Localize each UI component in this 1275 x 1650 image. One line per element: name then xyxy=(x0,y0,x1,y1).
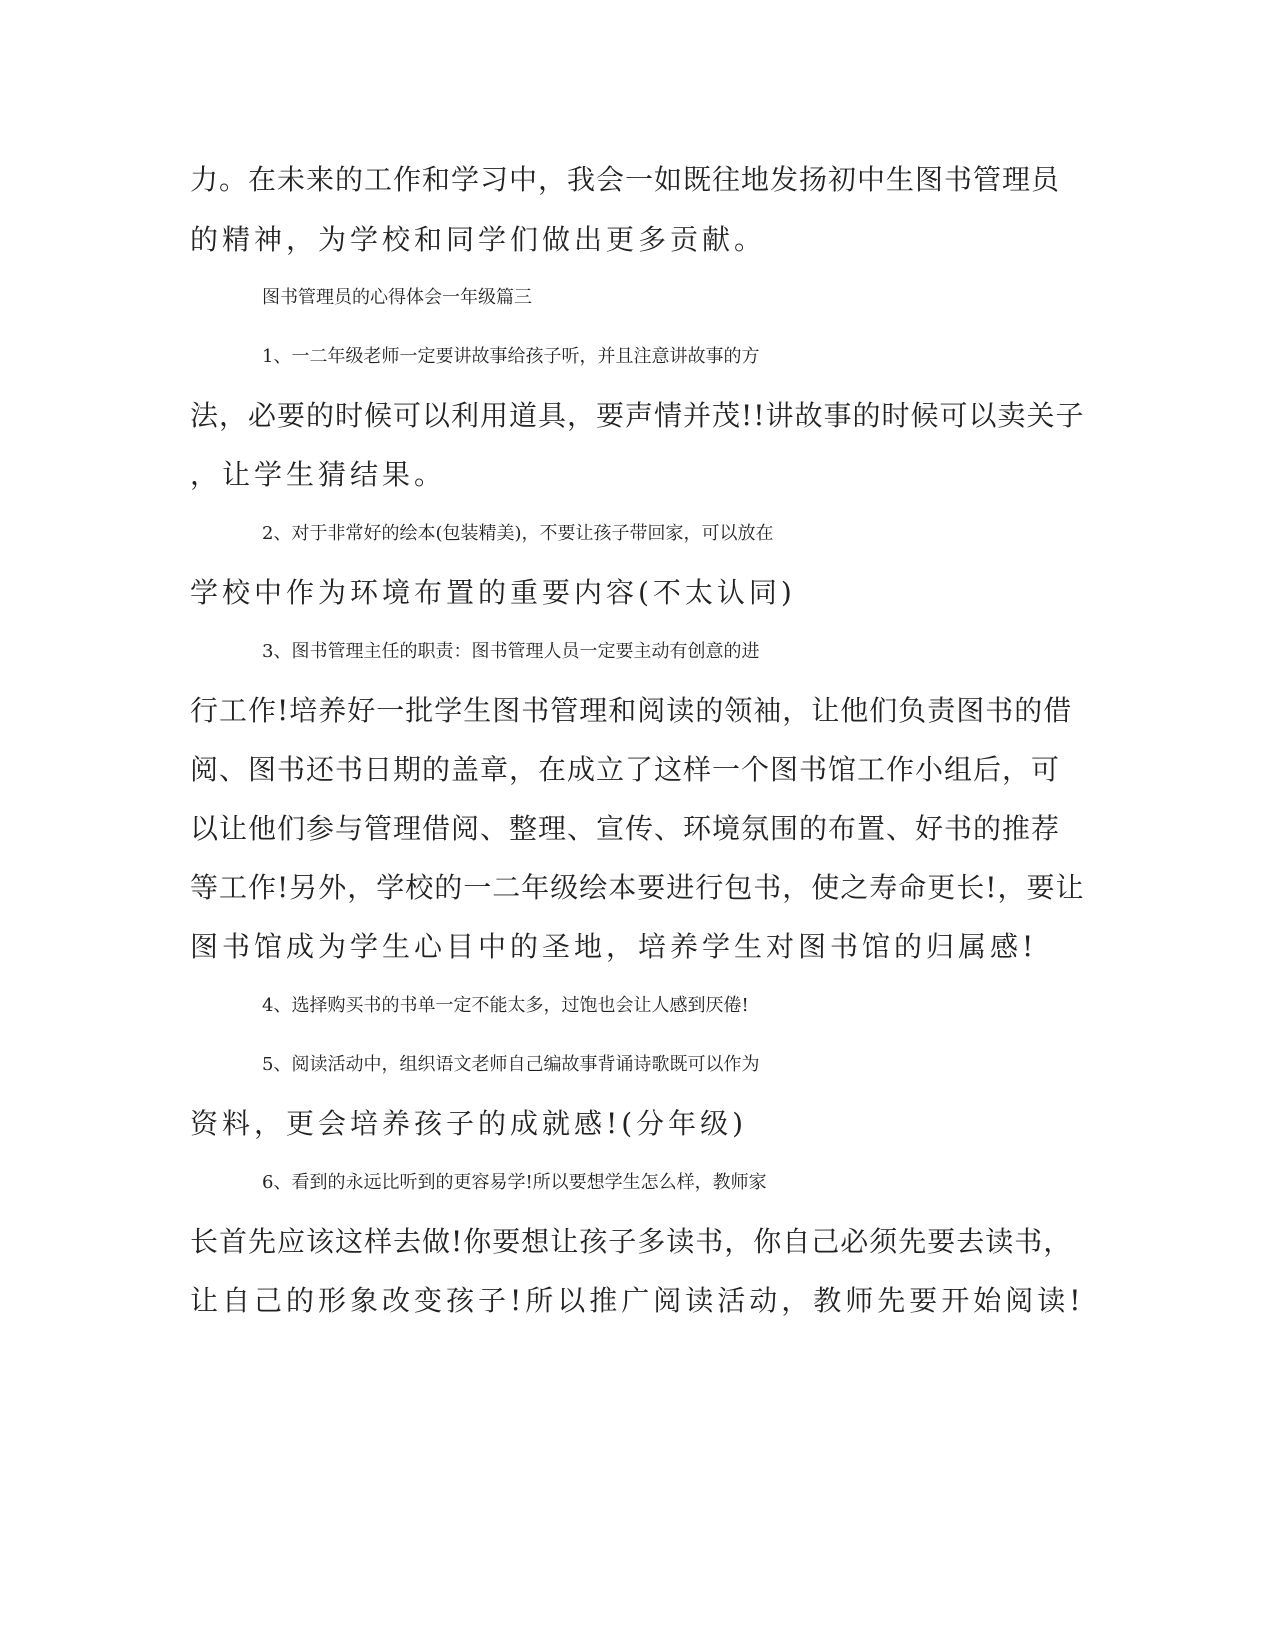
paragraph-line: 图书馆成为学生心目中的圣地，培养学生对图书馆的归属感! xyxy=(190,930,1038,963)
paragraph-line: 长首先应该这样去做!你要想让孩子多读书，你自己必须先要去读书， xyxy=(190,1225,1073,1258)
paragraph-line: 法，必要的时候可以利用道具，要声情并茂!!讲故事的时候可以卖关子 xyxy=(190,399,1085,432)
paragraph-line: 以让他们参与管理借阅、整理、宣传、环境氛围的布置、好书的推荐 xyxy=(190,812,1061,845)
paragraph-line: 2、对于非常好的绘本(包装精美)，不要让孩子带回家，可以放在 xyxy=(262,523,774,544)
paragraph-line: 阅、图书还书日期的盖章，在成立了这样一个图书馆工作小组后，可 xyxy=(190,753,1061,786)
paragraph-line: 6、看到的永远比听到的更容易学!所以要想学生怎么样，教师家 xyxy=(262,1172,767,1193)
paragraph-line: 等工作!另外，学校的一二年级绘本要进行包书，使之寿命更长!，要让 xyxy=(190,871,1085,904)
paragraph-line: 3、图书管理主任的职责：图书管理人员一定要主动有创意的进 xyxy=(262,641,760,662)
paragraph-line: 资料，更会培养孩子的成就感!(分年级) xyxy=(190,1107,748,1140)
paragraph-line: 的精神，为学校和同学们做出更多贡献。 xyxy=(190,223,767,256)
paragraph-line: 4、选择购买书的书单一定不能太多，过饱也会让人感到厌倦! xyxy=(262,995,749,1016)
paragraph-line: 5、阅读活动中，组织语文老师自己编故事背诵诗歌既可以作为 xyxy=(262,1054,760,1075)
section-heading: 图书管理员的心得体会一年级篇三 xyxy=(262,287,532,308)
paragraph-line: 行工作!培养好一批学生图书管理和阅读的领袖，让他们负责图书的借 xyxy=(190,694,1073,727)
paragraph-line: ，让学生猜结果。 xyxy=(190,458,447,491)
paragraph-line: 让自己的形象改变孩子!所以推广阅读活动，教师先要开始阅读! xyxy=(190,1284,1085,1317)
paragraph-line: 力。在未来的工作和学习中，我会一如既往地发扬初中生图书管理员 xyxy=(190,163,1061,196)
paragraph-line: 1、一二年级老师一定要讲故事给孩子听，并且注意讲故事的方 xyxy=(262,346,760,367)
paragraph-line: 学校中作为环境布置的重要内容(不太认同) xyxy=(190,576,796,609)
